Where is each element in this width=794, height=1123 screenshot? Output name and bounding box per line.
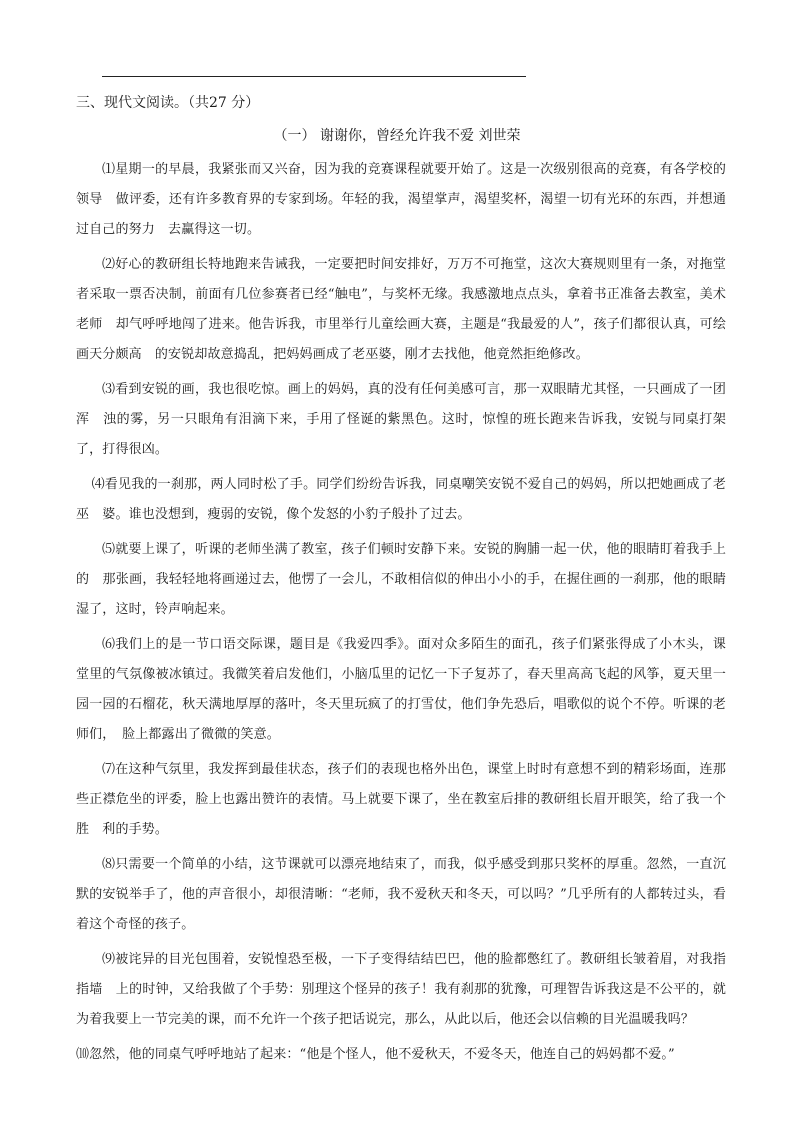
paragraph-1: ⑴星期一的早晨，我紧张而又兴奋，因为我的竞赛课程就要开始了。这是一次级别很高的竞赛，有各学校的领导 做评委，还有许多教育界的专家到场。年轻的我，渴望掌声，渴望奖杯，渴望一切有光环的东西，并想通过自己的努力 去赢得这一切。 xyxy=(76,162,726,237)
paragraph-8: ⑻只需要一个简单的小结，这节课就可以漂亮地结束了，而我，似乎感受到那只奖杯的厚重。忽然，一直沉默的安锐举手了，他的声音很小，却很清晰：“老师，我不爱秋天和冬天，可以吗？”几乎所有的人都转过头，看着这个奇怪的孩子。 xyxy=(76,857,726,932)
paragraph-7: ⑺在这种气氛里，我发挥到最佳状态，孩子们的表现也格外出色，课堂上时时有意想不到的精彩场面，连那 些正襟危坐的评委，脸上也露出赞许的表情。马上就要下课了，坐在教室后排的教研组长眉开眼笑，给了我一个胜 利的手势。 xyxy=(76,762,740,837)
header-rule xyxy=(102,76,526,77)
article-title: （一） 谢谢你，曾经允许我不爱 刘世荣 xyxy=(273,128,521,144)
paragraph-10: ⑽忽然，他的同桌气呼呼地站了起来：“他是个怪人，他不爱秋天，不爱冬天，他连自己的妈妈都不爱。” xyxy=(76,1047,675,1062)
section-heading: 三、现代文阅读。（共27 分） xyxy=(76,95,260,111)
article-body xyxy=(76,155,740,1075)
paragraph-3: ⑶看到安锐的画，我也很吃惊。画上的妈妈，真的没有任何美感可言，那一双眼睛尤其怪，一只画成了一团浑 浊的雾，另一只眼角有泪滴下来，手用了怪诞的紫黑色。这时，惊惶的班长跑来告诉我，安锐与同桌打架了，打得很凶。 xyxy=(76,382,726,457)
paragraph-4: ⑷看见我的一刹那，两人同时松了手。同学们纷纷告诉我，同桌嘲笑安锐不爱自己的妈妈，所以把她画成了老巫 婆。谁也没想到，瘦弱的安锐，像个发怒的小豹子般扑了过去。 xyxy=(76,477,726,522)
paragraph-6: ⑹我们上的是一节口语交际课，题目是《我爱四季》。面对众多陌生的面孔，孩子们紧张得成了小木头，课堂里的气氛像被冰镇过。我微笑着启发他们，小脑瓜里的记忆一下子复苏了，春天里高高飞起的风筝，夏天里一园一园的石榴花，秋天满地厚厚的落叶，冬天里玩疯了的打雪仗，他们争先恐后，唱歌似的说个不停。听课的老师们， 脸上都露出了微微的笑意。 xyxy=(76,637,726,742)
paragraph-5: ⑸就要上课了，听课的老师坐满了教室，孩子们顿时安静下来。安锐的胸脯一起一伏，他的眼睛盯着我手上的 那张画，我轻轻地将画递过去，他愣了一会儿，不敢相信似的伸出小小的手，在握住画的一刹那，他的眼睛湿了，这时，铃声响起来。 xyxy=(76,542,726,617)
paragraph-9: ⑼被诧异的目光包围着，安锐惶恐至极，一下子变得结结巴巴，他的脸都憋红了。教研组长皱着眉，对我指指墙 上的时钟，又给我做了个手势：别理这个怪异的孩子！我有刹那的犹豫，可理智告诉我这是不公平的，就为着我要上一节完美的课，而不允许一个孩子把话说完，那么，从此以后，他还会以信赖的目光温暖我吗？ xyxy=(76,952,726,1027)
paragraph-2: ⑵好心的教研组长特地跑来告诫我，一定要把时间安排好，万万不可拖堂，这次大赛规则里有一条，对拖堂 者采取一票否决制，前面有几位参赛者已经“触电”，与奖杯无缘。我感激地点点头，拿着书正准备去教室，美术老师 却气呼呼地闯了进来。他告诉我，市里举行儿童绘画大赛，主题是“我最爱的人”，孩子们都很认真，可绘画天分颇高 的安锐却故意捣乱，把妈妈画成了老巫婆，刚才去找他，他竟然拒绝修改。 xyxy=(76,257,740,362)
